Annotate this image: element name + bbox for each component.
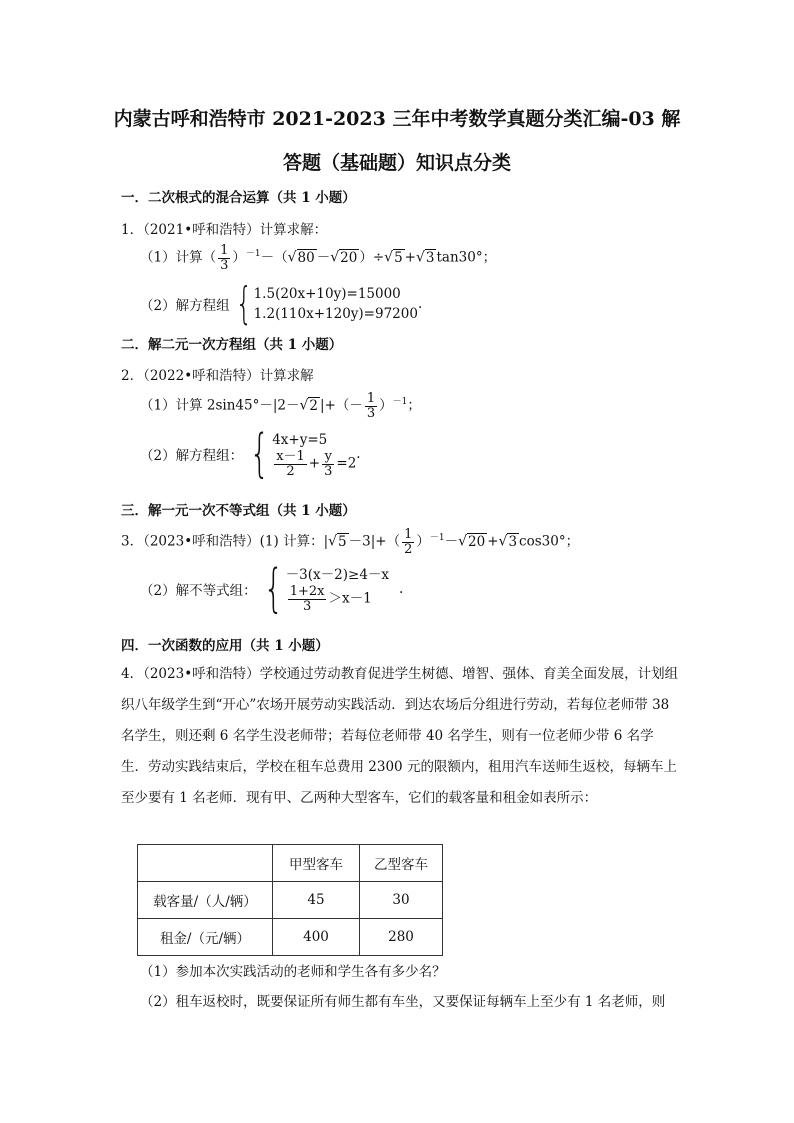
question-4-sub-1: （1）参加本次实践活动的老师和学生各有多少名？: [140, 964, 446, 980]
question-3-part-2: （2）解不等式组： { －3(x－2)≥4－x $\frac{1+2x}{3}$ ＞x－1 .: [140, 559, 404, 619]
document-title-line-2: 答题（基础题）知识点分类: [282, 152, 511, 174]
question-2-intro: 2．（2022•呼和浩特）计算求解: [121, 368, 314, 384]
table-row: 甲型客车 乙型客车: [138, 845, 443, 882]
section-heading-2: 二．解二元一次方程组（共 1 小题）: [121, 337, 343, 353]
question-2-part-1: （1）计算 2sin45°－|2－√2 |+（－ $\frac{1}{3}$ ）$^{-1}$；: [140, 391, 421, 421]
fraction: $\frac{1}{3}$: [220, 243, 229, 273]
bus-data-table: [137, 844, 443, 956]
question-4-body: 4．（2023•呼和浩特）学校通过劳动教育促进学生树德、增智、强体、育美全面发展，计划组织八年级学生到“开心”农场开展劳动实践活动．到达农场后分组进行劳动，若每位老师带 38 名学生，则还剩 6 名学生没老师带；若每位老师带 40 名学生，则有一位老师少带 6 名学生．劳动实践结束后，学校在租车总费用 2300 元的限额内，租用汽车送师生返校，每辆车上至少要有 1 名老师．现有甲、乙两种大型客车，它们的载客量和租金如表所示：: [121, 666, 679, 806]
question-2-part-2: （2）解方程组： { 4x+y=5 $\frac{x-1}{2}$ + $\frac{y}{3}$ =2 .: [140, 424, 361, 484]
section-heading-4: 四．一次函数的应用（共 1 小题）: [121, 638, 329, 654]
question-3-part-1: 3．（2023•呼和浩特）(1) 计算：|√5 －3|+（ $\frac{1}{2}$ ）$^{-1}$－√20 +√3 cos30°；: [121, 527, 580, 557]
section-heading-1: 一．二次根式的混合运算（共 1 小题）: [121, 190, 356, 206]
question-1-intro: 1．（2021•呼和浩特）计算求解：: [121, 222, 328, 238]
question-4-sub-2: （2）租车返校时，既要保证所有师生都有车坐，又要保证每辆车上至少有 1 名老师，则: [140, 994, 666, 1010]
document-title-line-1: 内蒙古呼和浩特市 2021-2023 三年中考数学真题分类汇编-03 解: [113, 108, 681, 130]
question-1-part-2: （2）解方程组 { 1.5(20x+10y)=15000 1.2(110x+120y)=97200 .: [140, 278, 423, 329]
question-1-part-1: （1）计算（ $\frac{1}{3}$ ）$^{-1}$－（√80 －√20 ）÷√5 +√3 tan30°；: [140, 243, 497, 273]
table-row: 载客量/（人/辆） 45 30: [138, 882, 443, 919]
section-heading-3: 三．解一元一次不等式组（共 1 小题）: [121, 503, 356, 519]
table-row: 租金/（元/辆） 400 280: [138, 919, 443, 956]
